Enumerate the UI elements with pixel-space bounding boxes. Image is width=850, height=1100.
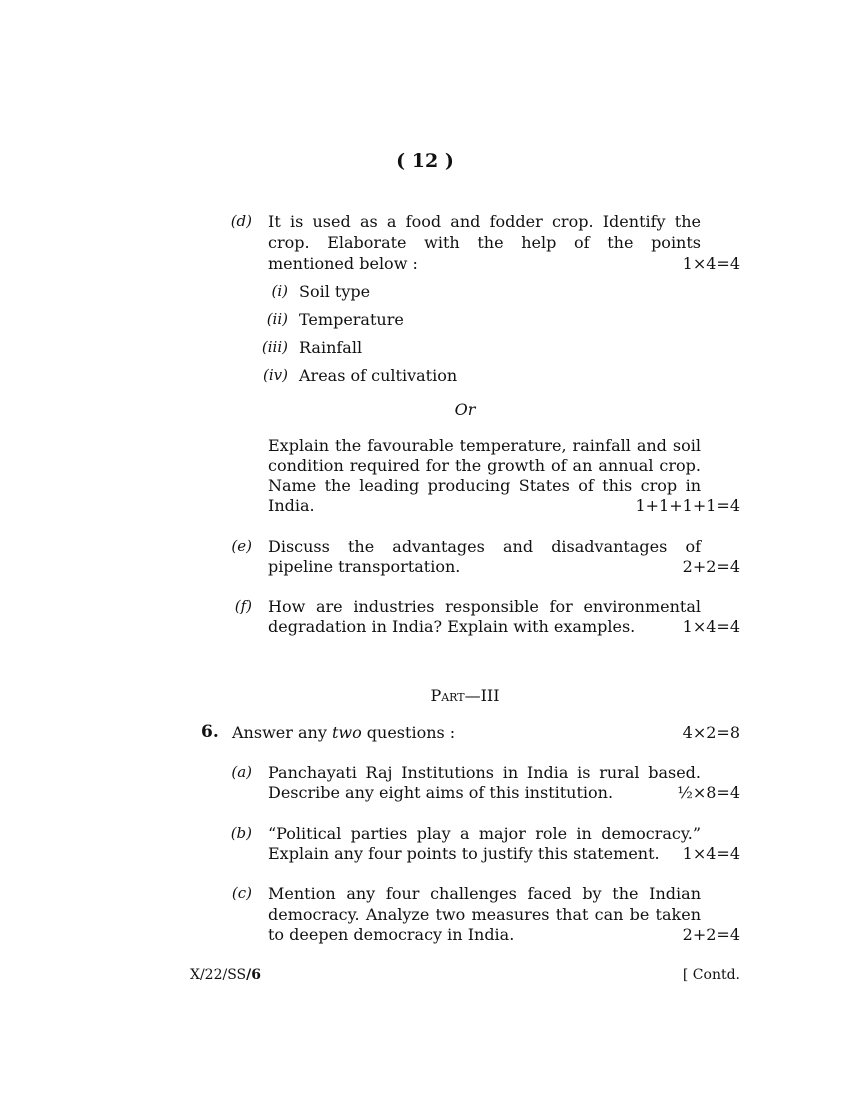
question-f-label: (f) [234, 597, 252, 615]
question-6c-line-2: democracy. Analyze two measures that can be taken [268, 905, 701, 924]
question-e-line-1: Discuss the advantages and disadvantages of [268, 537, 701, 556]
question-d-line-2: crop. Elaborate with the help of the points [268, 233, 701, 252]
question-f-line-1: How are industries responsible for environmental [268, 597, 701, 616]
question-6-marks: 4×2=8 [682, 723, 740, 742]
question-e-marks: 2+2=4 [682, 557, 740, 576]
question-6a-label: (a) [231, 763, 252, 781]
question-6-instruction: Answer any two questions : [232, 723, 456, 742]
question-d-line-3: mentioned below : [268, 254, 418, 273]
sub-item-label: (ii) [266, 310, 288, 328]
sub-item-text: Temperature [299, 310, 404, 329]
sub-item-label: (iv) [263, 366, 288, 384]
part-heading: Part—III [430, 686, 500, 705]
question-6c-line-1: Mention any four challenges faced by the Indian [268, 884, 701, 903]
question-f-line-2: degradation in India? Explain with examples. [268, 617, 636, 636]
question-d-alt-line-3: Name the leading producing States of this crop in [268, 476, 701, 495]
question-6a-line-2: Describe any eight aims of this institution. [268, 783, 614, 802]
question-6a-marks: ½×8=4 [677, 783, 740, 802]
paper-code: X/22/SS/6 [190, 967, 262, 983]
or-separator: Or [454, 400, 476, 419]
question-6b-line-1: “Political parties play a major role in democracy.” [268, 824, 701, 843]
sub-item-text: Areas of cultivation [299, 366, 458, 385]
question-d-alt-line-2: condition required for the growth of an annual crop. [268, 456, 701, 475]
question-6c-line-3: to deepen democracy in India. [268, 925, 515, 944]
question-6b-label: (b) [230, 824, 252, 842]
question-6a-line-1: Panchayati Raj Institutions in India is rural based. [268, 763, 701, 782]
question-d-alt-line-1: Explain the favourable temperature, rainfall and soil [268, 436, 701, 455]
sub-item-text: Soil type [299, 282, 371, 301]
page-number: ( 12 ) [396, 150, 454, 172]
question-6b-line-2: Explain any four points to justify this statement. [268, 844, 660, 863]
question-e-line-2: pipeline transportation. [268, 557, 461, 576]
question-6c-marks: 2+2=4 [682, 925, 740, 944]
question-6c-label: (c) [231, 884, 252, 902]
question-d-alt-marks: 1+1+1+1=4 [635, 496, 740, 515]
question-f-marks: 1×4=4 [682, 617, 740, 636]
sub-item-label: (iii) [261, 338, 288, 356]
sub-item-text: Rainfall [299, 338, 363, 357]
question-d-line-1: It is used as a food and fodder crop. Identify the [268, 212, 701, 231]
question-d-label: (d) [230, 212, 252, 230]
question-d-alt-line-4: India. [268, 496, 315, 515]
question-e-label: (e) [231, 537, 252, 555]
question-6-number: 6. [201, 722, 219, 742]
continued-note: [ Contd. [682, 967, 740, 983]
sub-item-label: (i) [271, 282, 288, 300]
question-6b-marks: 1×4=4 [682, 844, 740, 863]
question-d-marks: 1×4=4 [682, 254, 740, 273]
